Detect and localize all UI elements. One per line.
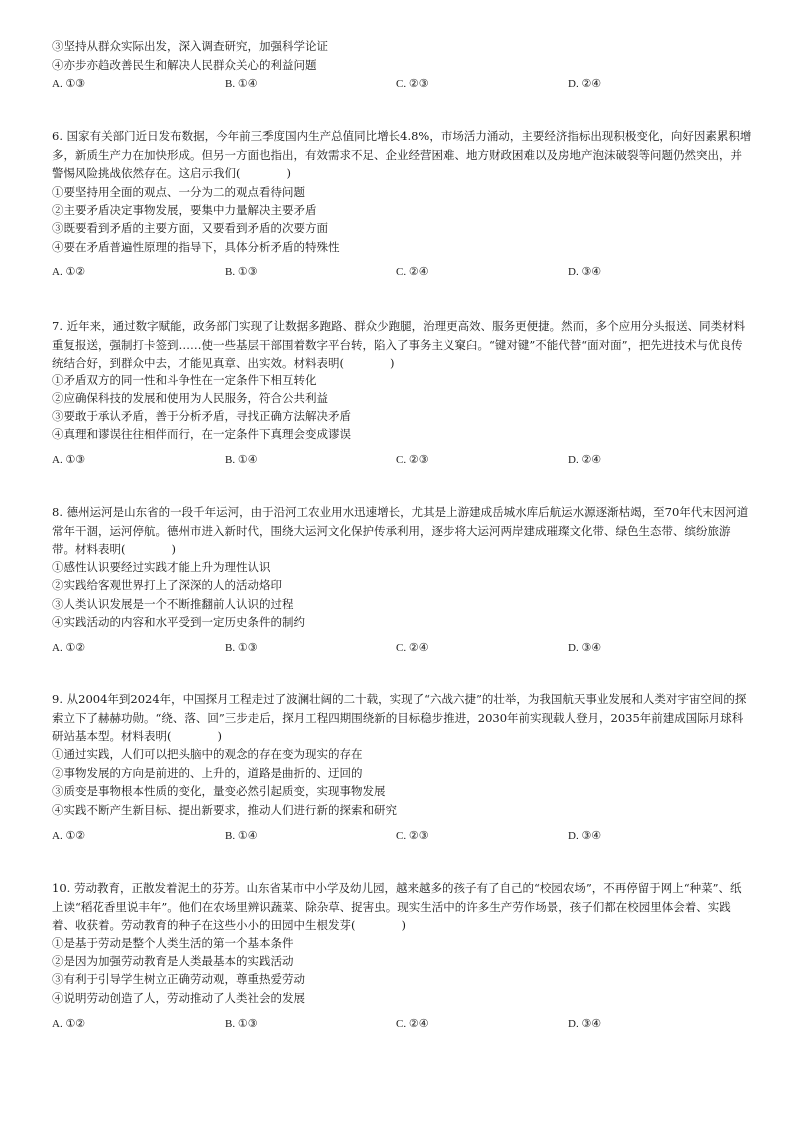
question-7-stem: 7. 近年来，通过数字赋能，政务部门实现了让数据多跑路、群众少跑腿，治理更高效、服务更便捷。然而，多个应用分头报送、同类材料重复报送，强制打卡签到……使一些基层干部围着数字平台转，陷入了事务主义窠臼。“键对键”不能代替“面对面”，把先进技术与优良传统结合好，到群众中去，才能见真章、出实效。材料表明( ): [52, 319, 746, 370]
option-b[interactable]: B. ①④: [225, 78, 258, 90]
q10-statement-3: ③有利于引导学生树立正确劳动观，尊重热爱劳动: [52, 972, 305, 986]
q7-statement-4: ④真理和谬误往往相伴而行，在一定条件下真理会变成谬误: [52, 427, 351, 441]
q10-option-d[interactable]: D. ③④: [568, 1018, 602, 1030]
q7-options-row: [52, 453, 752, 467]
q8-option-d[interactable]: D. ③④: [568, 642, 602, 654]
option-d[interactable]: D. ②④: [568, 78, 602, 90]
q8-statement-3: ③人类认识发展是一个不断推翻前人认识的过程: [52, 597, 294, 611]
q8-statement-2: ②实践给客观世界打上了深深的人的活动烙印: [52, 578, 282, 592]
q6-statement-4: ④要在矛盾普遍性原理的指导下，具体分析矛盾的特殊性: [52, 240, 340, 254]
q7-option-c[interactable]: C. ②③: [396, 454, 429, 466]
q6-statement-2: ②主要矛盾决定事物发展，要集中力量解决主要矛盾: [52, 203, 317, 217]
q6-statement-3: ③既要看到矛盾的主要方面，又要看到矛盾的次要方面: [52, 221, 328, 235]
q8-statement-1: ①感性认识要经过实践才能上升为理性认识: [52, 560, 271, 574]
q9-statement-2: ②事物发展的方向是前进的、上升的，道路是曲折的、迂回的: [52, 766, 363, 780]
q10-statement-1: ①是基于劳动是整个人类生活的第一个基本条件: [52, 936, 294, 950]
options-row: [52, 77, 752, 91]
q6-statement-1: ①要坚持用全面的观点、一分为二的观点看待问题: [52, 185, 305, 199]
q9-option-c[interactable]: C. ②③: [396, 830, 429, 842]
q6-options-row: [52, 265, 752, 279]
option-c[interactable]: C. ②③: [396, 78, 429, 90]
statement-4: ④亦步亦趋改善民生和解决人民群众关心的利益问题: [52, 58, 317, 72]
q9-statement-1: ①通过实践，人们可以把头脑中的观念的存在变为现实的存在: [52, 747, 363, 761]
q8-statement-4: ④实践活动的内容和水平受到一定历史条件的制约: [52, 615, 305, 629]
question-9-stem: 9. 从2004年到2024年，中国探月工程走过了波澜壮阔的二十载，实现了“六战六捷”的壮举，为我国航天事业发展和人类对宇宙空间的探索立下了赫赫功勋。“绕、落、回”三步走后，探月工程四期围绕新的目标稳步推进，2030年前实现载人登月，2035年前建成国际月球科研站基本型。材料表明( ): [52, 692, 747, 743]
q8-options-row: [52, 641, 752, 655]
q7-option-d[interactable]: D. ②④: [568, 454, 602, 466]
q7-statement-2: ②应确保科技的发展和使用为人民服务，符合公共利益: [52, 391, 328, 405]
q6-option-a[interactable]: A. ①②: [52, 266, 86, 278]
q6-option-b[interactable]: B. ①③: [225, 266, 258, 278]
q8-option-c[interactable]: C. ②④: [396, 642, 429, 654]
q7-statement-1: ①矛盾双方的同一性和斗争性在一定条件下相互转化: [52, 373, 317, 387]
option-a[interactable]: A. ①③: [52, 78, 86, 90]
q10-options-row: [52, 1017, 752, 1031]
q7-statement-3: ③要敢于承认矛盾，善于分析矛盾，寻找正确方法解决矛盾: [52, 409, 351, 423]
q10-statement-2: ②是因为加强劳动教育是人类最基本的实践活动: [52, 954, 294, 968]
q9-option-a[interactable]: A. ①②: [52, 830, 86, 842]
q9-statement-3: ③质变是事物根本性质的变化，量变必然引起质变，实现事物发展: [52, 784, 386, 798]
q7-option-a[interactable]: A. ①③: [52, 454, 86, 466]
q9-statement-4: ④实践不断产生新目标、提出新要求，推动人们进行新的探索和研究: [52, 803, 397, 817]
question-8-stem: 8. 德州运河是山东省的一段千年运河，由于沿河工农业用水迅速增长，尤其是上游建成岳城水库后航运水源逐渐枯竭，至70年代末因河道常年干涸，运河停航。德州市进入新时代，围绕大运河文化保护传承利用，逐步将大运河两岸建成璀璨文化带、绿色生态带、缤纷旅游带。材料表明( ): [52, 505, 749, 556]
question-6-stem: 6. 国家有关部门近日发布数据，今年前三季度国内生产总值同比增长4.8%，市场活力涌动，主要经济指标出现积极变化，向好因素累积增多，新质生产力在加快形成。但另一方面也指出，有效需求不足、企业经营困难、地方财政困难以及房地产泡沫破裂等问题仍然突出，并警惕风险挑战依然存在。这启示我们( ): [52, 129, 752, 180]
q9-option-b[interactable]: B. ①④: [225, 830, 258, 842]
q10-option-a[interactable]: A. ①②: [52, 1018, 86, 1030]
statement-3: ③坚持从群众实际出发，深入调查研究，加强科学论证: [52, 39, 328, 53]
q10-option-c[interactable]: C. ②④: [396, 1018, 429, 1030]
q9-options-row: [52, 829, 752, 843]
q9-option-d[interactable]: D. ③④: [568, 830, 602, 842]
q6-option-c[interactable]: C. ②④: [396, 266, 429, 278]
question-10-stem: 10. 劳动教育，正散发着泥土的芬芳。山东省某市中小学及幼儿园，越来越多的孩子有了自己的“校园农场”，不再停留于网上“种菜”、纸上读“稻花香里说丰年”。他们在农场里辨识蔬菜、除杂草、捉害虫。现实生活中的许多生产劳作场景，孩子们都在校园里体会着、实践着、收获着。劳动教育的种子在这些小小的田园中生根发芽( ): [52, 881, 742, 932]
q8-option-b[interactable]: B. ①③: [225, 642, 258, 654]
q10-statement-4: ④说明劳动创造了人，劳动推动了人类社会的发展: [52, 991, 305, 1005]
q7-option-b[interactable]: B. ①④: [225, 454, 258, 466]
q10-option-b[interactable]: B. ①③: [225, 1018, 258, 1030]
q8-option-a[interactable]: A. ①②: [52, 642, 86, 654]
q6-option-d[interactable]: D. ③④: [568, 266, 602, 278]
